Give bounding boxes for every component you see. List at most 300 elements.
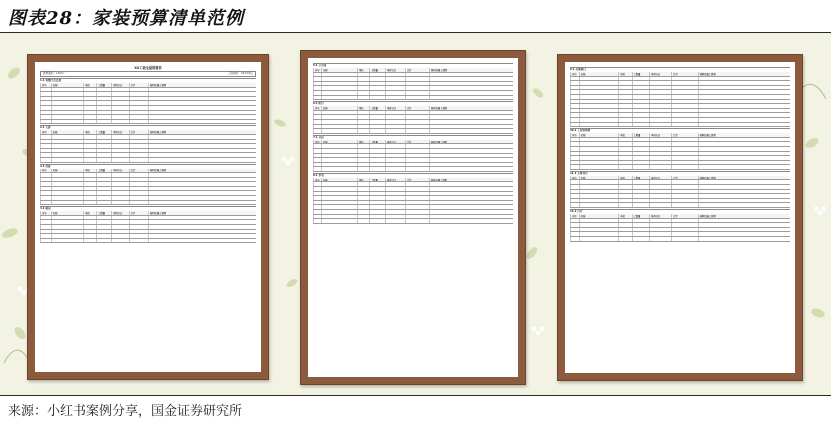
table-cell bbox=[579, 152, 619, 156]
table-cell bbox=[369, 192, 385, 196]
table-cell bbox=[632, 118, 650, 122]
table-cell bbox=[698, 232, 790, 236]
column-header: 单位 bbox=[83, 169, 96, 173]
table-cell bbox=[96, 173, 111, 177]
table-cell bbox=[83, 140, 96, 144]
section-heading: 1.1 客餐厅及过道 bbox=[40, 78, 256, 83]
table-cell bbox=[385, 158, 405, 162]
table-cell bbox=[321, 73, 357, 77]
table-cell bbox=[649, 86, 671, 90]
table-cell bbox=[111, 101, 128, 105]
table-cell bbox=[83, 239, 96, 243]
table-cell bbox=[632, 81, 650, 85]
column-header: 序号 bbox=[315, 68, 320, 72]
section-heading: 2.1 主卧 bbox=[40, 125, 256, 130]
table-cell bbox=[129, 135, 148, 139]
column-header: 合计 bbox=[671, 72, 697, 76]
table-cell bbox=[129, 173, 148, 177]
table-cell bbox=[632, 232, 650, 236]
table-cell bbox=[83, 158, 96, 162]
column-header: 单位 bbox=[83, 211, 96, 215]
table-cell bbox=[313, 167, 321, 171]
table-cell bbox=[321, 91, 357, 95]
table-cell bbox=[579, 113, 619, 117]
table-cell bbox=[618, 109, 631, 113]
column-header: 单位 bbox=[357, 68, 369, 72]
table-cell bbox=[632, 152, 650, 156]
table-cell bbox=[579, 147, 619, 151]
section-heading: 12.1 合计 bbox=[570, 209, 790, 214]
table-cell bbox=[385, 163, 405, 167]
table-cell bbox=[618, 237, 631, 241]
table-cell bbox=[96, 111, 111, 115]
table-cell bbox=[51, 149, 83, 153]
table-cell bbox=[83, 234, 96, 238]
table-cell bbox=[51, 135, 83, 139]
table-cell bbox=[579, 199, 619, 203]
table-cell bbox=[698, 156, 790, 160]
column-header: 名称 bbox=[579, 176, 619, 180]
table-cell bbox=[649, 142, 671, 146]
table-cell bbox=[385, 192, 405, 196]
table-cell bbox=[40, 216, 51, 220]
table-cell bbox=[51, 196, 83, 200]
table-cell bbox=[148, 140, 256, 144]
table-cell bbox=[40, 135, 51, 139]
table-cell bbox=[579, 90, 619, 94]
table-cell bbox=[111, 187, 128, 191]
table-row bbox=[570, 203, 790, 208]
table-cell bbox=[385, 91, 405, 95]
table-cell bbox=[570, 142, 579, 146]
table-cell bbox=[313, 163, 321, 167]
table-cell bbox=[579, 104, 619, 108]
table-cell bbox=[429, 158, 513, 162]
table-cell bbox=[570, 237, 579, 241]
table-cell bbox=[698, 138, 790, 142]
table-cell bbox=[129, 201, 148, 205]
table-cell bbox=[649, 223, 671, 227]
table-cell bbox=[570, 104, 579, 108]
table-cell bbox=[671, 138, 697, 142]
table-cell bbox=[96, 97, 111, 101]
table-cell bbox=[385, 96, 405, 100]
table-cell bbox=[321, 115, 357, 119]
table-cell bbox=[51, 178, 83, 182]
table-cell bbox=[429, 215, 513, 219]
table-cell bbox=[51, 88, 83, 92]
table-cell bbox=[51, 216, 83, 220]
table-cell bbox=[357, 86, 369, 90]
table-cell bbox=[570, 81, 579, 85]
table-cell bbox=[385, 149, 405, 153]
table-cell bbox=[405, 82, 429, 86]
sheet-meta-left: 装修面积：120m² bbox=[43, 72, 65, 75]
table-cell bbox=[369, 196, 385, 200]
table-cell bbox=[40, 120, 51, 124]
table-cell bbox=[385, 167, 405, 171]
table-cell bbox=[148, 173, 256, 177]
table-cell bbox=[40, 140, 51, 144]
table-cell bbox=[357, 182, 369, 186]
table-cell bbox=[405, 163, 429, 167]
table-cell bbox=[96, 182, 111, 186]
table-cell bbox=[632, 109, 650, 113]
table-cell bbox=[96, 153, 111, 157]
table-cell bbox=[649, 113, 671, 117]
table-cell bbox=[570, 138, 579, 142]
table-cell bbox=[618, 185, 631, 189]
table-cell bbox=[321, 86, 357, 90]
table-cell bbox=[429, 77, 513, 81]
column-header: 工程量 bbox=[96, 130, 111, 134]
table-cell bbox=[671, 228, 697, 232]
table-cell bbox=[429, 120, 513, 124]
table-cell bbox=[671, 156, 697, 160]
table-cell bbox=[671, 223, 697, 227]
table-cell bbox=[111, 140, 128, 144]
table-cell bbox=[369, 182, 385, 186]
table-cell bbox=[579, 77, 619, 81]
table-cell bbox=[148, 158, 256, 162]
table-cell bbox=[570, 219, 579, 223]
table-cell bbox=[40, 101, 51, 105]
table-cell bbox=[129, 111, 148, 115]
table-cell bbox=[579, 185, 619, 189]
table-cell bbox=[40, 88, 51, 92]
table-cell bbox=[649, 90, 671, 94]
table-cell bbox=[429, 129, 513, 133]
table-cell bbox=[129, 158, 148, 162]
table-cell bbox=[40, 196, 51, 200]
table-cell bbox=[632, 223, 650, 227]
table-cell bbox=[129, 140, 148, 144]
table-cell bbox=[313, 201, 321, 205]
table-cell bbox=[40, 106, 51, 110]
table-cell bbox=[579, 194, 619, 198]
table-cell bbox=[579, 165, 619, 169]
table-cell bbox=[671, 194, 697, 198]
column-header: 合计 bbox=[405, 140, 429, 144]
table-cell bbox=[570, 165, 579, 169]
table-cell bbox=[385, 125, 405, 129]
table-cell bbox=[618, 77, 631, 81]
table-cell bbox=[698, 81, 790, 85]
column-header: 序号 bbox=[570, 72, 579, 76]
table-cell bbox=[83, 88, 96, 92]
table-cell bbox=[148, 120, 256, 124]
table-cell bbox=[51, 115, 83, 119]
table-cell bbox=[129, 144, 148, 148]
table-cell bbox=[357, 125, 369, 129]
table-cell bbox=[321, 96, 357, 100]
table-cell bbox=[405, 91, 429, 95]
table-cell bbox=[570, 223, 579, 227]
table-cell bbox=[632, 199, 650, 203]
column-header: 名称 bbox=[51, 130, 83, 134]
table-cell bbox=[369, 215, 385, 219]
table-cell bbox=[698, 203, 790, 207]
table-cell bbox=[129, 106, 148, 110]
table-cell bbox=[321, 111, 357, 115]
table-cell bbox=[649, 190, 671, 194]
table-cell bbox=[429, 167, 513, 171]
column-header: 名称 bbox=[579, 133, 619, 137]
table-cell bbox=[369, 163, 385, 167]
table-cell bbox=[96, 140, 111, 144]
column-header: 材料及施工说明 bbox=[698, 176, 790, 180]
table-cell bbox=[632, 100, 650, 104]
table-cell bbox=[579, 223, 619, 227]
table-cell bbox=[111, 97, 128, 101]
table-cell bbox=[313, 77, 321, 81]
column-header: 单位 bbox=[618, 176, 631, 180]
table-cell bbox=[83, 230, 96, 234]
table-cell bbox=[111, 234, 128, 238]
table-cell bbox=[649, 203, 671, 207]
sheet-meta-right: 工程地址：XX市XX区 bbox=[227, 72, 253, 75]
table-cell bbox=[632, 138, 650, 142]
table-cell bbox=[321, 201, 357, 205]
table-cell bbox=[579, 237, 619, 241]
table-cell bbox=[51, 144, 83, 148]
table-cell bbox=[649, 138, 671, 142]
table-cell bbox=[698, 86, 790, 90]
table-cell bbox=[570, 185, 579, 189]
table-cell bbox=[405, 182, 429, 186]
table-cell bbox=[148, 178, 256, 182]
table-cell bbox=[632, 161, 650, 165]
table-cell bbox=[618, 142, 631, 146]
table-cell bbox=[129, 97, 148, 101]
table-cell bbox=[321, 167, 357, 171]
table-cell bbox=[698, 123, 790, 127]
column-header: 材料及施工说明 bbox=[429, 68, 513, 72]
table-cell bbox=[83, 101, 96, 105]
table-cell bbox=[618, 90, 631, 94]
table-cell bbox=[357, 129, 369, 133]
table-cell bbox=[96, 149, 111, 153]
table-cell bbox=[698, 113, 790, 117]
table-cell bbox=[321, 125, 357, 129]
column-header: 单位 bbox=[618, 133, 631, 137]
table-cell bbox=[83, 111, 96, 115]
table-cell bbox=[83, 201, 96, 205]
table-cell bbox=[111, 216, 128, 220]
table-cell bbox=[649, 156, 671, 160]
table-cell bbox=[111, 158, 128, 162]
table-cell bbox=[698, 165, 790, 169]
table-cell bbox=[96, 144, 111, 148]
table-cell bbox=[632, 142, 650, 146]
column-header: 工程量 bbox=[96, 211, 111, 215]
column-header: 合计 bbox=[671, 176, 697, 180]
column-header: 工程量 bbox=[632, 72, 650, 76]
column-header: 序号 bbox=[570, 176, 579, 180]
table-cell bbox=[129, 101, 148, 105]
table-cell bbox=[570, 194, 579, 198]
table-cell bbox=[649, 104, 671, 108]
table-cell bbox=[313, 215, 321, 219]
table-cell bbox=[357, 73, 369, 77]
column-header: 合计 bbox=[405, 106, 429, 110]
table-cell bbox=[369, 219, 385, 223]
table-cell bbox=[570, 123, 579, 127]
table-cell bbox=[429, 96, 513, 100]
table-cell bbox=[148, 153, 256, 157]
table-cell bbox=[96, 135, 111, 139]
table-cell bbox=[83, 196, 96, 200]
table-cell bbox=[369, 149, 385, 153]
table-cell bbox=[40, 92, 51, 96]
table-cell bbox=[111, 115, 128, 119]
table-cell bbox=[321, 163, 357, 167]
table-cell bbox=[405, 187, 429, 191]
table-cell bbox=[385, 111, 405, 115]
table-cell bbox=[369, 187, 385, 191]
table-cell bbox=[129, 230, 148, 234]
table-cell bbox=[357, 219, 369, 223]
table-cell bbox=[570, 152, 579, 156]
table-cell bbox=[129, 92, 148, 96]
table-cell bbox=[618, 156, 631, 160]
table-cell bbox=[321, 215, 357, 219]
table-cell bbox=[111, 201, 128, 205]
table-cell bbox=[357, 149, 369, 153]
table-cell bbox=[83, 115, 96, 119]
table-cell bbox=[111, 196, 128, 200]
table-cell bbox=[129, 149, 148, 153]
table-cell bbox=[313, 158, 321, 162]
table-cell bbox=[40, 182, 51, 186]
table-cell bbox=[632, 185, 650, 189]
table-cell bbox=[649, 237, 671, 241]
table-cell bbox=[111, 149, 128, 153]
table-cell bbox=[570, 161, 579, 165]
table-cell bbox=[111, 135, 128, 139]
table-cell bbox=[321, 205, 357, 209]
table-cell bbox=[698, 199, 790, 203]
sheet-sections bbox=[40, 78, 256, 243]
table-cell bbox=[618, 180, 631, 184]
table-cell bbox=[405, 210, 429, 214]
sheet-sections bbox=[313, 63, 513, 224]
table-cell bbox=[649, 100, 671, 104]
table-cell bbox=[698, 219, 790, 223]
table-cell bbox=[405, 154, 429, 158]
figure-title: 图表28：家装预算清单范例 bbox=[8, 8, 245, 29]
table-cell bbox=[321, 120, 357, 124]
column-header: 工程量 bbox=[632, 214, 650, 218]
figure-source: 来源：小红书案例分享，国金证券研究所 bbox=[8, 404, 243, 419]
table-cell bbox=[83, 135, 96, 139]
table-cell bbox=[632, 165, 650, 169]
table-cell bbox=[148, 196, 256, 200]
table-row bbox=[40, 201, 256, 206]
table-cell bbox=[148, 230, 256, 234]
column-header: 工程量 bbox=[369, 106, 385, 110]
table-cell bbox=[579, 203, 619, 207]
table-cell bbox=[429, 192, 513, 196]
table-cell bbox=[111, 230, 128, 234]
table-cell bbox=[649, 194, 671, 198]
table-cell bbox=[698, 77, 790, 81]
table-cell bbox=[40, 191, 51, 195]
table-cell bbox=[321, 129, 357, 133]
table-cell bbox=[40, 153, 51, 157]
table-cell bbox=[671, 180, 697, 184]
table-cell bbox=[313, 73, 321, 77]
column-header: 材料及施工说明 bbox=[698, 133, 790, 137]
table-cell bbox=[369, 111, 385, 115]
table-cell bbox=[148, 220, 256, 224]
table-cell bbox=[632, 123, 650, 127]
table-cell bbox=[83, 149, 96, 153]
section-heading: 7.1 书房 bbox=[313, 135, 513, 140]
column-header: 合计 bbox=[405, 178, 429, 182]
table-cell bbox=[369, 73, 385, 77]
table-cell bbox=[649, 219, 671, 223]
table-cell bbox=[579, 95, 619, 99]
column-header: 名称 bbox=[51, 169, 83, 173]
table-cell bbox=[385, 215, 405, 219]
table-cell bbox=[321, 182, 357, 186]
table-cell bbox=[148, 191, 256, 195]
table-cell bbox=[570, 109, 579, 113]
table-cell bbox=[405, 73, 429, 77]
column-header: 名称 bbox=[51, 211, 83, 215]
table-cell bbox=[357, 82, 369, 86]
table-cell bbox=[321, 144, 357, 148]
table-cell bbox=[671, 100, 697, 104]
table-cell bbox=[405, 129, 429, 133]
table-cell bbox=[369, 129, 385, 133]
table-cell bbox=[429, 205, 513, 209]
table-cell bbox=[385, 210, 405, 214]
table-cell bbox=[313, 144, 321, 148]
table-cell bbox=[129, 220, 148, 224]
table-cell bbox=[385, 144, 405, 148]
bottom-rule bbox=[0, 395, 831, 396]
column-header: 单价(元) bbox=[111, 169, 128, 173]
table-cell bbox=[96, 216, 111, 220]
table-cell bbox=[96, 225, 111, 229]
table-cell bbox=[357, 144, 369, 148]
column-header: 单价(元) bbox=[385, 106, 405, 110]
table-cell bbox=[570, 156, 579, 160]
table-cell bbox=[570, 77, 579, 81]
table-cell bbox=[618, 228, 631, 232]
column-header: 序号 bbox=[40, 211, 51, 215]
table-cell bbox=[313, 115, 321, 119]
column-header: 单位 bbox=[83, 83, 96, 87]
table-cell bbox=[51, 234, 83, 238]
table-cell bbox=[632, 237, 650, 241]
budget-sheet-2 bbox=[308, 58, 518, 377]
table-cell bbox=[313, 129, 321, 133]
table-cell bbox=[96, 196, 111, 200]
column-header: 序号 bbox=[40, 169, 51, 173]
table-cell bbox=[357, 77, 369, 81]
section-heading: 6.1 阳台 bbox=[313, 101, 513, 106]
table-cell bbox=[51, 140, 83, 144]
table-cell bbox=[111, 106, 128, 110]
column-header: 名称 bbox=[51, 83, 83, 87]
column-header: 材料及施工说明 bbox=[698, 214, 790, 218]
table-cell bbox=[40, 115, 51, 119]
table-cell bbox=[51, 97, 83, 101]
table-cell bbox=[369, 167, 385, 171]
